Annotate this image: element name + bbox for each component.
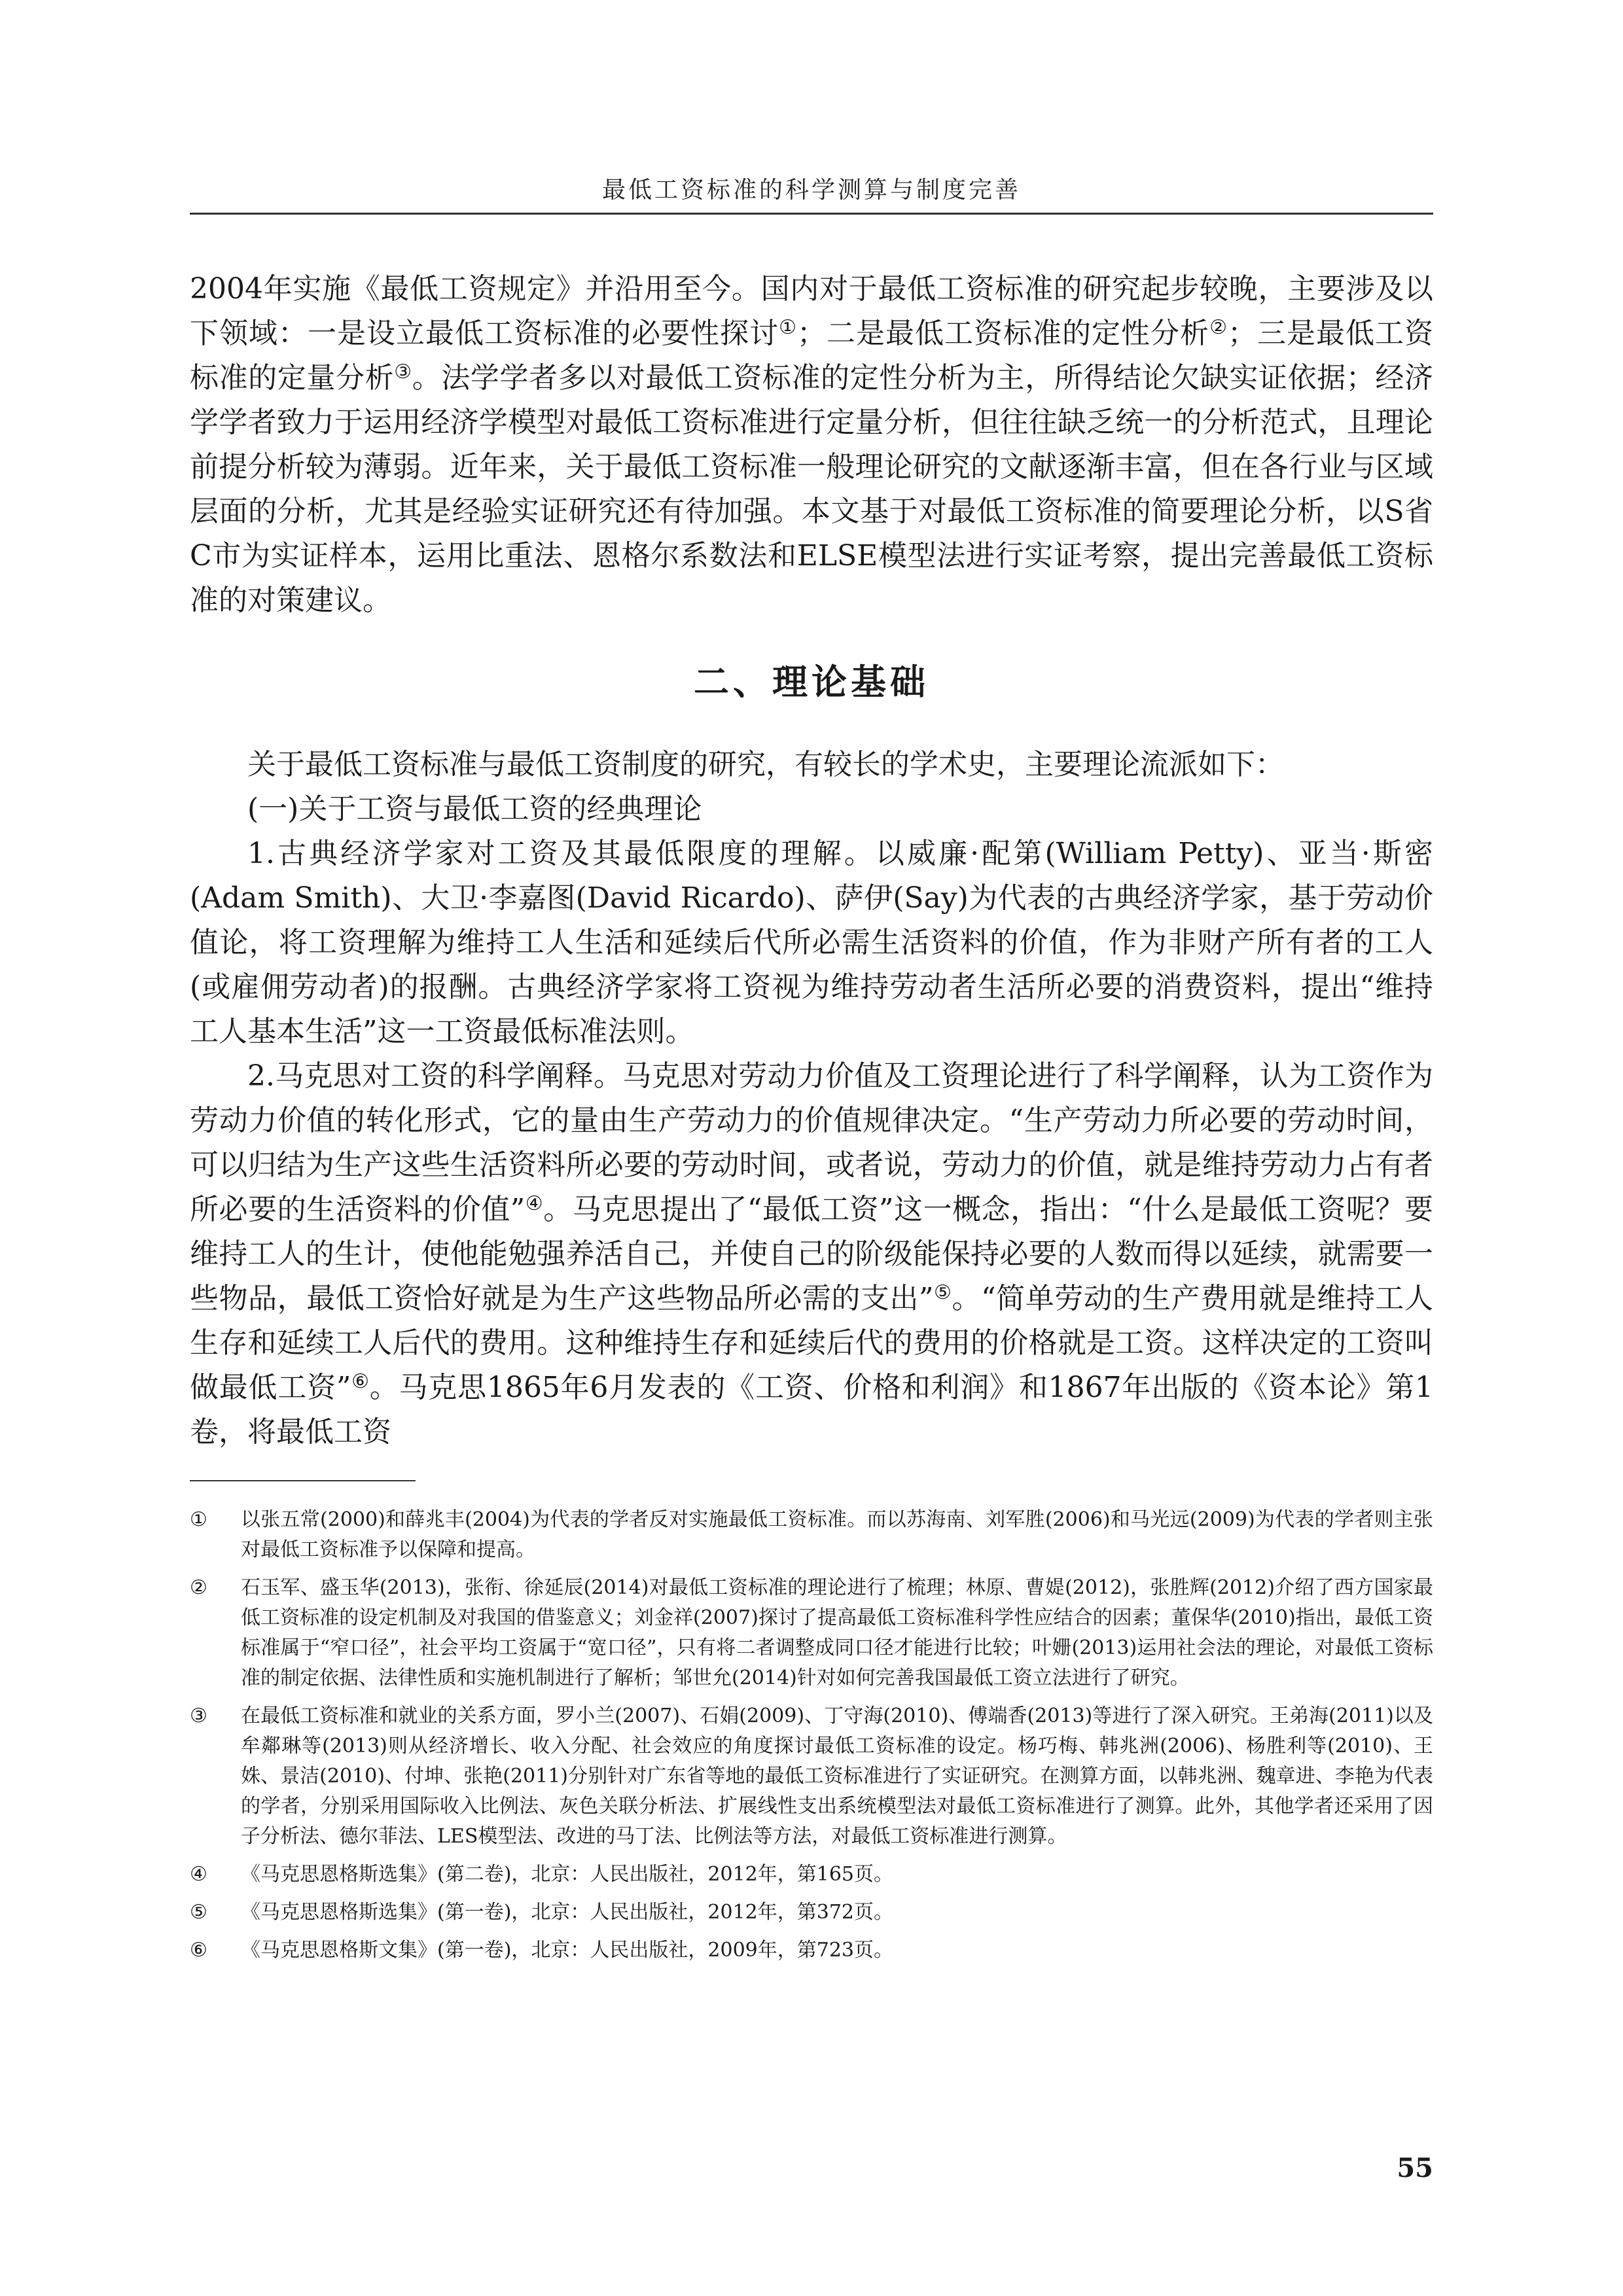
footnote-item [190, 1573, 1433, 1693]
theory-section [190, 743, 1433, 1455]
intro-text-b: ；二是最低工资标准的定性分析 [797, 317, 1210, 350]
page-number: 55 [1397, 2153, 1433, 2183]
theory-lead-paragraph: 关于最低工资标准与最低工资制度的研究，有较长的学术史，主要理论流派如下： [247, 748, 1284, 781]
footnote-item [190, 1898, 1433, 1928]
footnote-item [190, 1701, 1433, 1852]
footnote-divider [190, 1480, 416, 1481]
footnote-mark: ① [190, 1508, 207, 1531]
footnote-ref-2[interactable]: ② [1209, 316, 1228, 339]
footnote-text: 以张五常(2000)和薛兆丰(2004)为代表的学者反对实施最低工资标准。而以苏海南、刘军胜(2006)和马光远(2009)为代表的学者则主张对最低工资标准予以保障和提高。 [241, 1508, 1433, 1561]
section-heading: 二、理论基础 [694, 661, 929, 703]
footnote-text: 《马克思恩格斯选集》(第一卷)，北京：人民出版社，2012年，第372页。 [241, 1901, 894, 1924]
marx-text-a: 2.马克思对工资的科学阐释。马克思对劳动力价值及工资理论进行了科学阐释，认为工资作为劳动力价值的转化形式，它的量由生产劳动力的价值规律决定。“生产劳动力所必要的劳动时间，可以归结为生产这些生活资料所必要的劳动时间，或者说，劳动力的价值，就是维持劳动力占有者所必要的生活资料的价值” [190, 1059, 1433, 1226]
intro-paragraph [190, 267, 1433, 623]
footnote-ref-6[interactable]: ⑥ [351, 1370, 370, 1393]
marx-text-d: 。马克思1865年6月发表的《工资、价格和利润》和1867年出版的《资本论》第1卷，将最低工资 [190, 1371, 1433, 1449]
footnote-item [190, 1505, 1433, 1565]
footnote-mark: ② [190, 1576, 207, 1599]
footnote-item [190, 1935, 1433, 1966]
classical-economics-paragraph: 1.古典经济学家对工资及其最低限度的理解。以威廉·配第(William Petty)、亚当·斯密(Adam Smith)、大卫·李嘉图(David Ricardo)、萨伊(Say)为代表的古典经济学家，基于劳动价值论，将工资理解为维持工人生活和延续后代所必需生活资料的价值，作为非财产所有者的工人(或雇佣劳动者)的报酬。古典经济学家将工资视为维持劳动者生活所必要的消费资料，提出“维持工人基本生活”这一工资最低标准法则。 [190, 837, 1433, 1048]
footnote-ref-4[interactable]: ④ [525, 1192, 544, 1215]
marx-text-b: 。马克思提出了“最低工资”这一概念，指出：“什么是最低工资呢？要维持工人的生计，使他能勉强养活自己，并使自己的阶级能保持必要的人数而得以延续，就需要一些物品，最低工资恰好就是为生产这些物品所必需的支出” [190, 1193, 1433, 1315]
footnote-text: 石玉军、盛玉华(2013)，张衔、徐延辰(2014)对最低工资标准的理论进行了梳理；林原、曹媞(2012)，张胜辉(2012)介绍了西方国家最低工资标准的设定机制及对我国的借鉴意义；刘金祥(2007)探讨了提高最低工资标准科学性应结合的因素；董保华(2010)指出，最低工资标准属于“窄口径”，社会平均工资属于“宽口径”，只有将二者调整成同口径才能进行比较；叶姗(2013)运用社会法的理论，对最低工资标准的制定依据、法律性质和实施机制进行了解析；邹世允(2014)针对如何完善我国最低工资立法进行了研究。 [241, 1576, 1433, 1689]
footnote-mark: ⑤ [190, 1901, 207, 1924]
header-rule [190, 213, 1433, 215]
footnote-text: 《马克思恩格斯文集》(第一卷)，北京：人民出版社，2009年，第723页。 [241, 1939, 894, 1962]
intro-section [190, 267, 1433, 623]
footnote-item [190, 1860, 1433, 1890]
footnote-text: 《马克思恩格斯选集》(第二卷)，北京：人民出版社，2012年，第165页。 [241, 1863, 894, 1886]
footnote-ref-5[interactable]: ⑤ [933, 1281, 952, 1304]
footnote-mark: ⑥ [190, 1939, 207, 1962]
footnote-mark: ④ [190, 1863, 207, 1886]
footnote-ref-1[interactable]: ① [779, 316, 797, 339]
marx-text-c: 。“简单劳动的生产费用就是维持工人生存和延续工人后代的费用。这种维持生存和延续后代的费用的价格就是工资。这样决定的工资叫做最低工资” [190, 1282, 1433, 1404]
intro-text-d: 。法学学者多以对最低工资标准的定性分析为主，所得结论欠缺实证依据；经济学学者致力于运用经济学模型对最低工资标准进行定量分析，但往往缺乏统一的分析范式，且理论前提分析较为薄弱。近年来，关于最低工资标准一般理论研究的文献逐渐丰富，但在各行业与区域层面的分析，尤其是经验实证研究还有待加强。本文基于对最低工资标准的简要理论分析，以S省C市为实证样本，运用比重法、恩格尔系数法和ELSE模型法进行实证考察，提出完善最低工资标准的对策建议。 [190, 361, 1433, 617]
footnotes-list [190, 1505, 1433, 1973]
footnote-text: 在最低工资标准和就业的关系方面，罗小兰(2007)、石娟(2009)、丁守海(2010)、傅端香(2013)等进行了深入研究。王弟海(2011)以及牟鄰琳等(2013)则从经济增长、收入分配、社会效应的角度探讨最低工资标准的设定。杨巧梅、韩兆洲(2006)、杨胜利等(2010)、王姝、景洁(2010)、付坤、张艳(2011)分别针对广东省等地的最低工资标准进行了实证研究。在测算方面，以韩兆洲、魏章进、李艳为代表的学者，分别采用国际收入比例法、灰色关联分析法、扩展线性支出系统模型法对最低工资标准进行了测算。此外，其他学者还采用了因子分析法、德尔菲法、LES模型法、改进的马丁法、比例法等方法，对最低工资标准进行测算。 [241, 1704, 1433, 1848]
footnote-mark: ③ [190, 1704, 207, 1727]
running-header-title: 最低工资标准的科学测算与制度完善 [601, 177, 1021, 203]
footnote-ref-3[interactable]: ③ [394, 361, 412, 383]
intro-text-a: 2004年实施《最低工资规定》并沿用至今。国内对于最低工资标准的研究起步较晚，主要涉及以下领域：一是设立最低工资标准的必要性探讨 [190, 272, 1433, 350]
theory-subheading: (一)关于工资与最低工资的经典理论 [247, 792, 702, 826]
intro-text-c: ；三是最低工资标准的定量分析 [190, 317, 1433, 395]
marx-paragraph [190, 1054, 1433, 1455]
